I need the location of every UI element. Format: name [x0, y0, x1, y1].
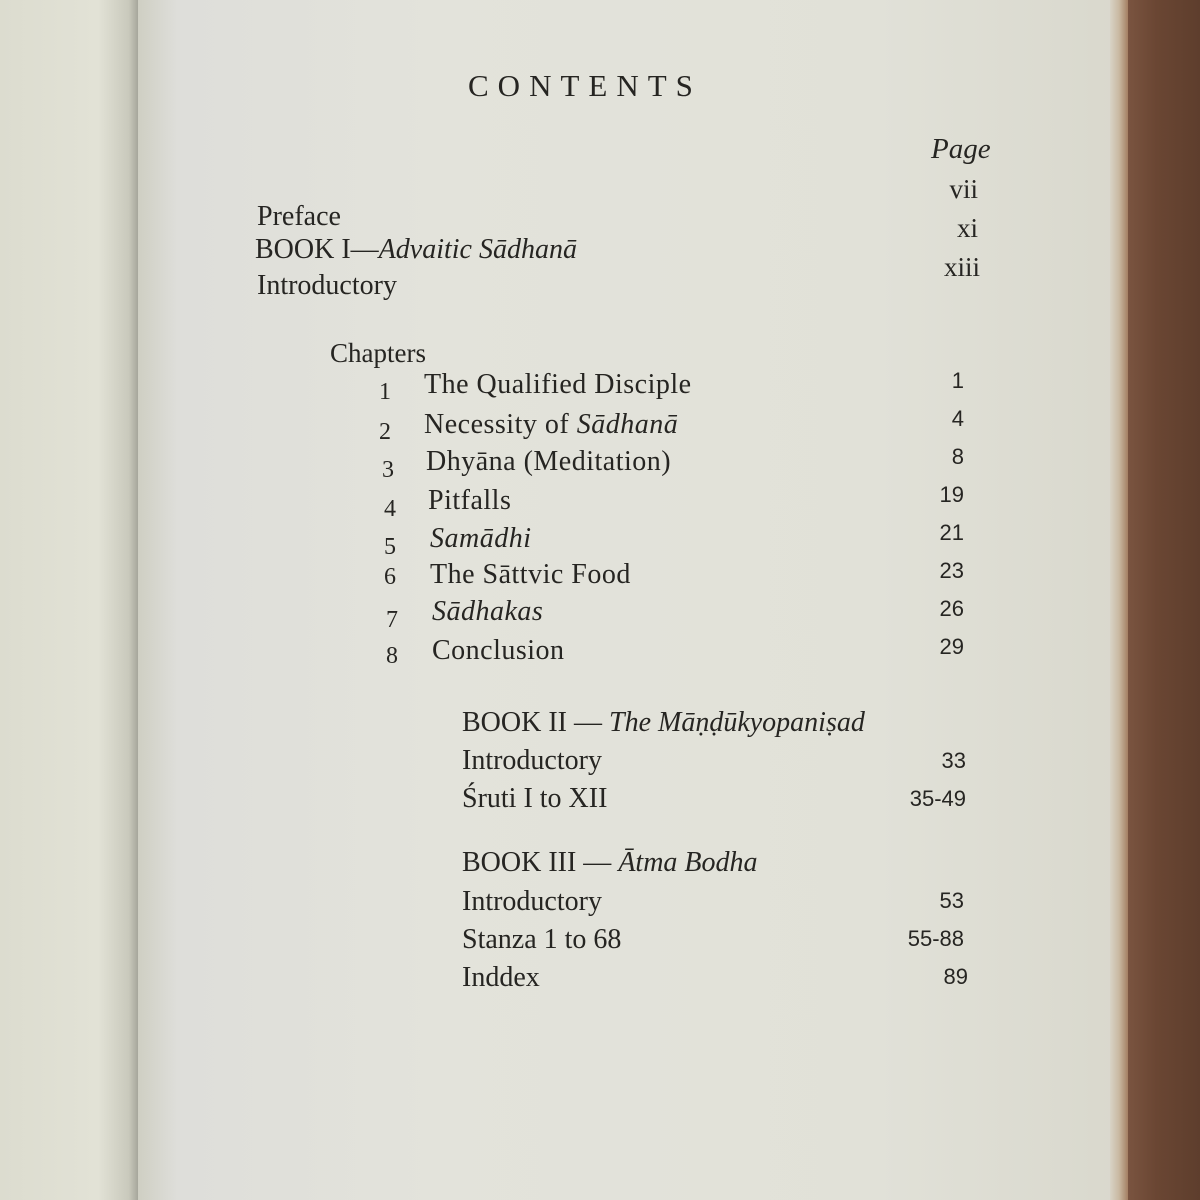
page-number: 89	[943, 964, 968, 989]
chapter-title: Samādhi	[430, 523, 532, 554]
chapter-title: Necessity of Sādhanā	[424, 409, 679, 440]
entry-label: Introductory	[462, 745, 602, 776]
page-edge	[1110, 0, 1128, 1200]
chapter-number: 2	[379, 419, 391, 445]
page-number: 23	[939, 558, 964, 583]
chapter-title: Sādhakas	[432, 596, 544, 627]
chapter-title: The Sāttvic Food	[430, 559, 631, 590]
chapter-number: 5	[384, 534, 396, 560]
chapter-number: 7	[386, 607, 398, 633]
entry-label: Introductory	[462, 886, 602, 917]
page-number: 53	[939, 888, 964, 913]
entry-label: Inddex	[462, 962, 540, 993]
front-matter-label: Introductory	[257, 270, 397, 301]
chapter-title: Dhyāna (Meditation)	[426, 446, 672, 477]
chapter-number: 1	[379, 379, 391, 405]
page-number: 1	[951, 368, 964, 393]
front-matter-label: Preface	[257, 201, 341, 232]
entry-label: Stanza 1 to 68	[462, 924, 622, 955]
chapter-title: Conclusion	[432, 635, 565, 666]
page-number: 26	[939, 596, 964, 621]
page-number: 55-88	[907, 926, 964, 951]
book-heading: BOOK II — The Māṇḍūkyopaniṣad	[462, 707, 865, 738]
chapter-number: 4	[384, 496, 396, 522]
page-number: 19	[939, 482, 964, 507]
page-number: 29	[939, 634, 964, 659]
page-number: 21	[939, 520, 964, 545]
chapter-title: The Qualified Disciple	[424, 369, 692, 400]
book-heading: BOOK III — Ātma Bodha	[462, 847, 758, 878]
page-number: 33	[941, 748, 966, 773]
page-number: 35-49	[909, 786, 966, 811]
front-matter-label: BOOK I—Advaitic Sādhanā	[255, 234, 577, 265]
page-number: vii	[949, 174, 978, 204]
page-number: 8	[951, 444, 964, 469]
page-number: xiii	[943, 252, 980, 282]
page-number: 4	[951, 406, 964, 431]
chapters-heading: Chapters	[330, 338, 426, 368]
contents-title: CONTENTS	[468, 68, 702, 103]
entry-label: Śruti I to XII	[462, 783, 608, 814]
chapter-title: Pitfalls	[428, 485, 512, 516]
page-column-label: Page	[931, 133, 991, 165]
chapter-number: 3	[382, 457, 394, 483]
chapter-number: 8	[386, 643, 398, 669]
table-surface	[1128, 0, 1200, 1200]
chapter-number: 6	[384, 564, 396, 590]
page-number: xi	[956, 213, 978, 243]
facing-page	[0, 0, 140, 1200]
